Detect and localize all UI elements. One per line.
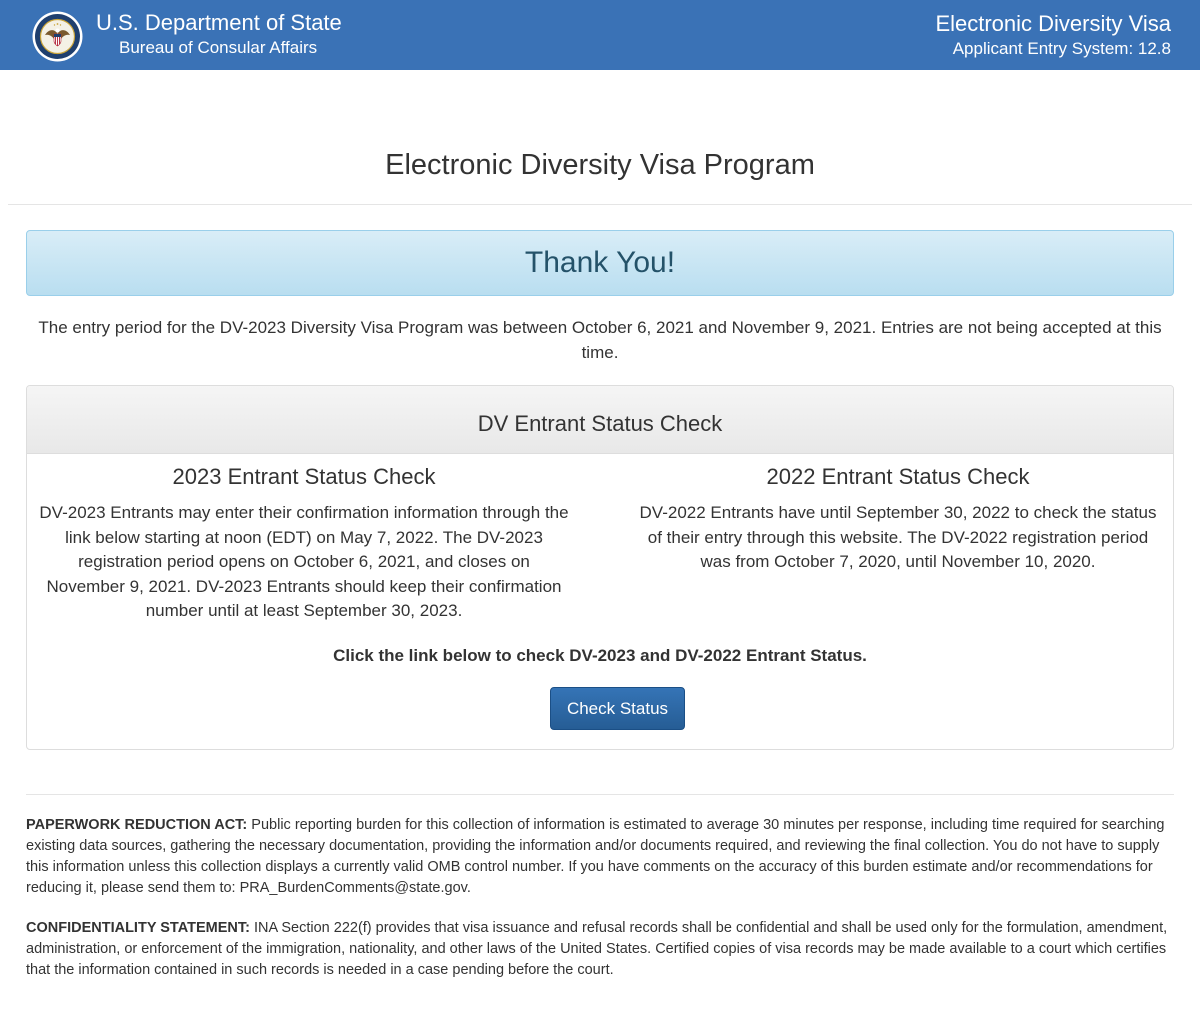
title-divider — [8, 204, 1192, 205]
status-check-2022-body: DV-2022 Entrants have until September 30, 2022 to check the status of their entry through this website. The DV-2022 registration period was from October 7, 2020, until November 10, 2020. — [639, 503, 1157, 572]
check-status-button[interactable]: Check Status — [550, 687, 685, 730]
status-check-2023-body: DV-2023 Entrants may enter their confirmation information through the link below starting at noon (EDT) on May 7, 2022. The DV-2023 registration period opens on October 6, 2021, and closes on November 9, 2021. DV-2023 Entrants should keep their confirmation number until at least September 30, 2023. — [39, 503, 569, 621]
status-check-panel — [26, 385, 1174, 750]
site-header — [0, 0, 1200, 70]
panel-title: DV Entrant Status Check — [477, 411, 723, 436]
confidentiality-text: INA Section 222(f) provides that visa issuance and refusal records shall be confidential and shall be used only for the formulation, amendment, administration, or enforcement of the immigration, nationality, and other laws of the United States. Certified copies of visa records may be made available to a court which certifies that the information contained in such records is needed in a case pending before the court. — [26, 920, 1168, 978]
confidentiality-label: CONFIDENTIALITY STATEMENT: — [26, 920, 250, 936]
page-title: Electronic Diversity Visa Program — [385, 149, 815, 181]
thank-you-text: Thank You! — [524, 246, 676, 279]
paperwork-text: Public reporting burden for this collection of information is estimated to average 30 minutes per response, including time required for searching existing data sources, gathering the necessary documentation, providing the information and/or documents required, and reviewing the final collection. You do not have to supply this information unless this collection displays a currently valid OMB control number. If you have comments on the accuracy of this burden estimate and/or recommendations for reducing it, please send them to: PRA_BurdenComments@state.gov. — [26, 817, 1165, 896]
paperwork-label: PAPERWORK REDUCTION ACT: — [26, 817, 248, 833]
thank-you-banner — [26, 230, 1174, 296]
department-name: U.S. Department of State — [96, 10, 342, 35]
confidentiality-statement — [26, 918, 1174, 981]
status-check-2023 — [27, 464, 581, 624]
check-status-instruction: Click the link below to check DV-2023 and DV-2022 Entrant Status. — [333, 646, 867, 665]
state-department-seal-icon — [32, 11, 83, 62]
status-check-2023-title: 2023 Entrant Status Check — [172, 464, 436, 489]
status-check-2022 — [621, 464, 1174, 575]
system-title: Electronic Diversity Visa — [935, 11, 1171, 36]
paperwork-reduction-act — [26, 815, 1174, 899]
bureau-name: Bureau of Consular Affairs — [119, 38, 318, 57]
panel-heading — [27, 386, 1173, 454]
system-version: Applicant Entry System: 12.8 — [952, 39, 1171, 58]
entry-period-notice: The entry period for the DV-2023 Diversity Visa Program was between October 6, 2021 and November 9, 2021. Entries are not being accepted at this time. — [38, 318, 1162, 362]
status-check-2022-title: 2022 Entrant Status Check — [766, 464, 1030, 489]
footer-divider — [26, 794, 1174, 795]
